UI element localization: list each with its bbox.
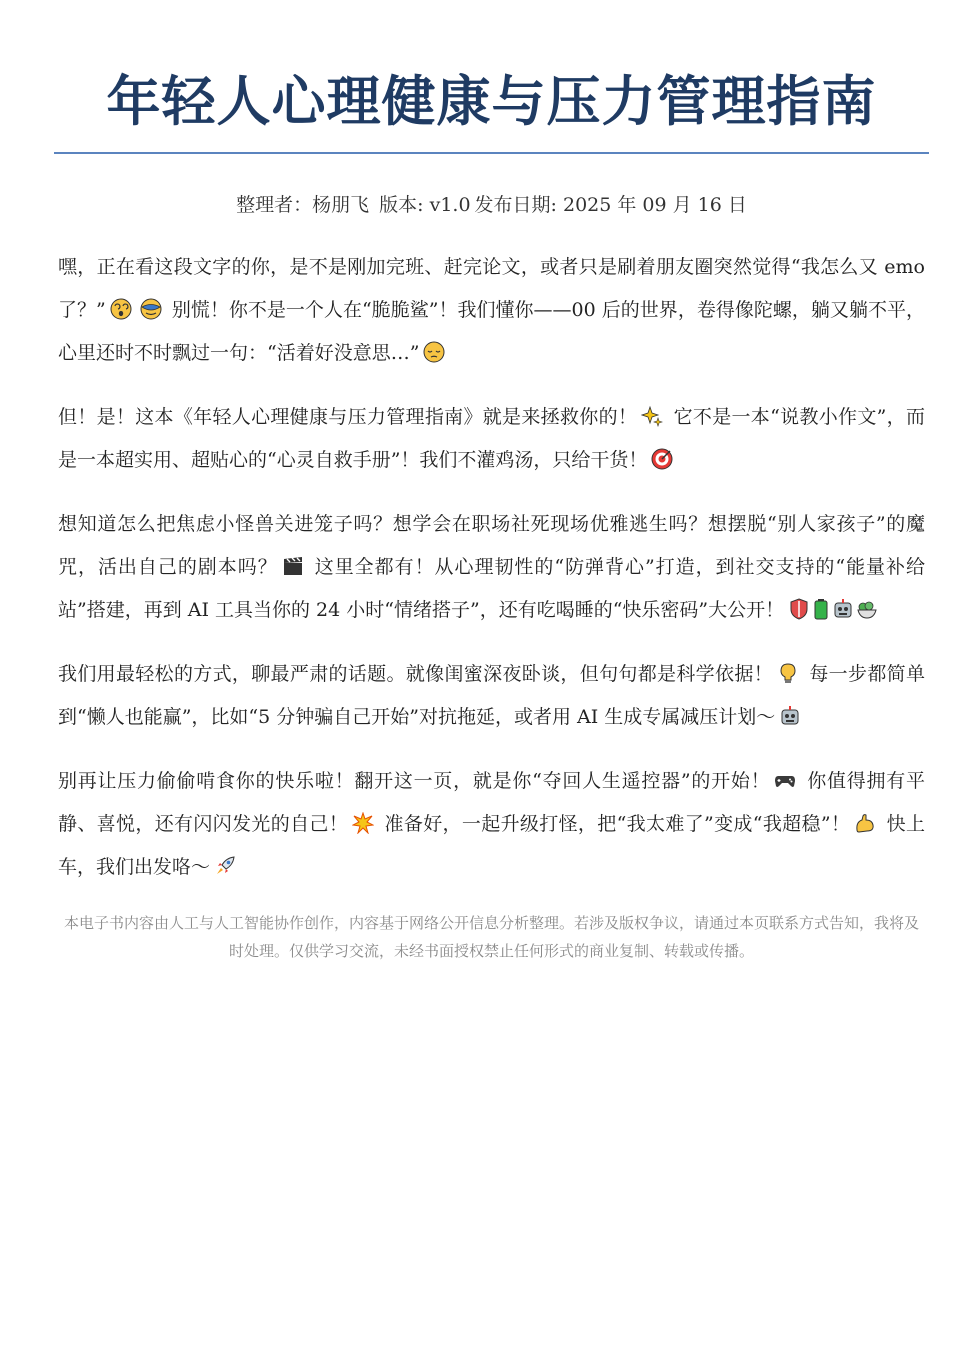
- salad-icon: [856, 598, 878, 620]
- robot-icon: [779, 705, 801, 727]
- closing-paragraph: [58, 760, 925, 889]
- paragraph-text: 别慌！你不是一个人在“脆脆鲨”！我们懂你——00 后的世界，卷得像陀螺，躺又躺不平，心里还时不时飘过一句：“活着好没意思…”: [58, 299, 925, 364]
- title-divider: [54, 152, 929, 154]
- pensive-face-icon: [423, 341, 445, 363]
- version-label: 版本: v1.0: [379, 194, 471, 216]
- paragraph-text: 但！是！这本《年轻人心理健康与压力管理指南》就是来拯救你的！: [58, 406, 638, 428]
- paragraph-text: 别再让压力偷偷啃食你的快乐啦！翻开这一页，就是你“夺回人生遥控器”的开始！: [58, 770, 771, 792]
- target-icon: [651, 448, 673, 470]
- document-title: 年轻人心理健康与压力管理指南: [106, 70, 877, 133]
- intro-paragraph: [58, 246, 925, 375]
- sparkles-icon: [641, 405, 663, 427]
- rocket-icon: [214, 855, 236, 877]
- paragraph-text: 你值得拥有平静、喜悦，还有闪闪发光的自己！: [58, 770, 925, 835]
- paragraph-text: 我们用最轻松的方式，聊最严肃的话题。就像闺蜜深夜卧谈，但句句都是科学依据！: [58, 663, 773, 685]
- contents-paragraph: [58, 503, 925, 632]
- flexed-biceps-icon: [854, 812, 876, 834]
- collision-icon: [352, 812, 374, 834]
- book-intro-paragraph: [58, 396, 925, 482]
- clapper-board-icon: [282, 555, 304, 577]
- spinning-face-icon: [140, 298, 162, 320]
- light-bulb-icon: [777, 662, 799, 684]
- author-credit: 整理者：杨朋飞: [236, 194, 370, 216]
- paragraph-text: 想知道怎么把焦虑小怪兽关进笼子吗？想学会在职场社死现场优雅逃生吗？想摆脱“别人家孩子”的魔咒，活出自己的剧本吗？: [58, 513, 925, 578]
- paragraph-text: 它不是一本“说教小作文”，而是一本超实用、超贴心的“心灵自救手册”！我们不灌鸡汤，只给干货！: [58, 406, 925, 471]
- paragraph-text: 快上车，我们出发咯～: [58, 813, 925, 878]
- battery-icon: [810, 598, 832, 620]
- copyright-notice: 本电子书内容由人工与人工智能协作创作，内容基于网络公开信息分析整理。若涉及版权争议，请通过本页联系方式告知，我将及时处理。仅供学习交流，未经书面授权禁止任何形式的商业复制、转载或传播。: [63, 914, 919, 960]
- paragraph-text: 嘿，正在看这段文字的你，是不是刚加完班、赶完论文，或者只是刷着朋友圈突然觉得“我怎么又 emo 了？”: [58, 256, 925, 321]
- approach-paragraph: [58, 653, 925, 739]
- dizzy-face-icon: [110, 298, 132, 320]
- paragraph-text: 每一步都简单到“懒人也能赢”，比如“5 分钟骗自己开始”对抗拖延，或者用 AI 生成专属减压计划～: [58, 663, 925, 728]
- robot-icon: [832, 598, 854, 620]
- shield-icon: [788, 598, 810, 620]
- paragraph-text: 准备好，一起升级打怪，把“我太难了”变成“我超稳”！: [384, 813, 851, 835]
- paragraph-text: 这里全都有！从心理韧性的“防弹背心”打造，到社交支持的“能量补给站”搭建，再到 AI 工具当你的 24 小时“情绪搭子”，还有吃喝睡的“快乐密码”大公开！: [58, 556, 925, 621]
- release-date: 发布日期: 2025 年 09 月 16 日: [474, 194, 747, 216]
- game-controller-icon: [774, 769, 796, 791]
- document-meta: [58, 192, 925, 218]
